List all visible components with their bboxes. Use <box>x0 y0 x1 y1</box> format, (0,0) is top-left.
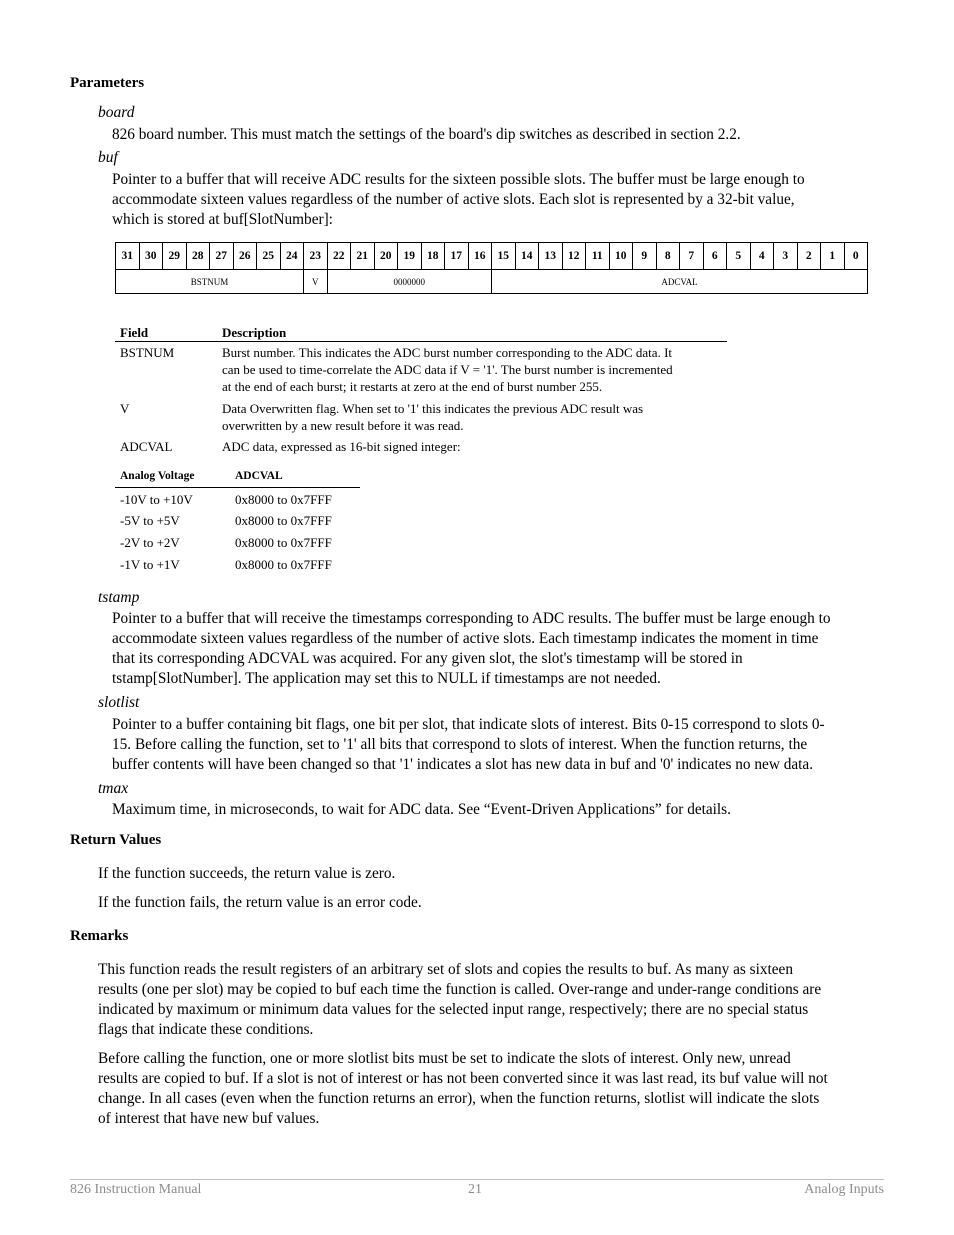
param-buf-line: accommodate sixteen values regardless of the number of active slots. Each slot is represented by a 32-bit value, <box>112 191 795 208</box>
description-header: Description <box>222 325 287 340</box>
bit-number-cell: 13 <box>539 243 563 270</box>
bit-number-row <box>116 243 868 270</box>
bit-field-cell: ADCVAL <box>492 270 868 294</box>
bit-number-cell: 8 <box>656 243 680 270</box>
param-slotlist-name: slotlist <box>98 694 140 711</box>
field-desc-line: overwritten by a new result before it was read. <box>222 418 464 433</box>
bit-number-cell: 28 <box>186 243 210 270</box>
bit-number-cell: 16 <box>468 243 492 270</box>
field-desc-v <box>222 400 643 434</box>
field-name-adcval: ADCVAL <box>120 439 173 454</box>
field-desc-bstnum <box>222 344 673 395</box>
param-tmax-desc: Maximum time, in microseconds, to wait for ADC data. See “Event-Driven Applications” for details. <box>112 801 731 818</box>
footer-page-number: 21 <box>468 1182 482 1197</box>
bit-number-cell: 5 <box>727 243 751 270</box>
voltage-table-rule <box>115 487 360 488</box>
remarks-paragraph-2 <box>98 1049 828 1129</box>
voltage-header: Analog Voltage <box>120 470 195 482</box>
param-slotlist-line: 15. Before calling the function, set to '1' all bits that correspond to slots of interest. When the function returns, the <box>112 736 808 753</box>
bit-number-cell: 30 <box>139 243 163 270</box>
bit-number-cell: 0 <box>844 243 868 270</box>
field-name-v: V <box>120 401 130 416</box>
field-desc-line: Data Overwritten flag. When set to '1' this indicates the previous ADC result was <box>222 401 644 416</box>
bit-number-cell: 6 <box>703 243 727 270</box>
param-buf-name: buf <box>98 149 118 166</box>
voltage-cell: -2V to +2V <box>120 535 180 550</box>
bit-number-cell: 15 <box>492 243 516 270</box>
param-tmax-name: tmax <box>98 780 129 797</box>
remarks-line: flags that indicate these conditions. <box>98 1021 314 1038</box>
bit-number-cell: 7 <box>680 243 704 270</box>
bit-number-cell: 27 <box>210 243 234 270</box>
remarks-line: results are copied to buf. If a slot is not of interest or has not been converted since it was last read, its buf value will not <box>98 1070 828 1087</box>
param-tstamp-desc <box>112 609 831 689</box>
remarks-heading: Remarks <box>70 928 129 944</box>
remarks-paragraph-1 <box>98 960 821 1040</box>
param-tstamp-line: that its corresponding ADCVAL was acquired. For any given slot, the slot's timestamp will be stored in <box>112 650 743 667</box>
bit-number-cell: 31 <box>116 243 140 270</box>
field-desc-line: can be used to time-correlate the ADC data if V = '1'. The burst number is incremented <box>222 362 673 377</box>
field-desc-line: Burst number. This indicates the ADC burst number corresponding to the ADC data. It <box>222 345 673 360</box>
param-board-desc: 826 board number. This must match the settings of the board's dip switches as described in section 2.2. <box>112 126 741 143</box>
bit-number-cell: 9 <box>633 243 657 270</box>
bit-number-cell: 25 <box>257 243 281 270</box>
bit-number-cell: 17 <box>445 243 469 270</box>
param-tstamp-line: accommodate sixteen values regardless of the number of active slots. Each timestamp indicates the moment in time <box>112 630 819 647</box>
bit-number-cell: 14 <box>515 243 539 270</box>
field-desc-adcval: ADC data, expressed as 16-bit signed integer: <box>222 439 461 454</box>
bit-number-cell: 1 <box>821 243 845 270</box>
bit-field-cell: V <box>304 270 328 294</box>
param-buf-desc <box>112 170 805 230</box>
bit-number-cell: 2 <box>797 243 821 270</box>
adcval-cell: 0x8000 to 0x7FFF <box>235 492 332 507</box>
remarks-line: change. In all cases (even when the function returns an error), when the function returns, slotlist will indicate the slots <box>98 1090 820 1107</box>
bit-number-cell: 21 <box>351 243 375 270</box>
footer-rule <box>70 1179 884 1180</box>
bit-number-cell: 11 <box>586 243 610 270</box>
bit-number-cell: 19 <box>398 243 422 270</box>
param-slotlist-line: Pointer to a buffer containing bit flags, one bit per slot, that indicate slots of interest. Bits 0-15 correspond to slots 0- <box>112 716 825 733</box>
adcval-cell: 0x8000 to 0x7FFF <box>235 513 332 528</box>
adcval-cell: 0x8000 to 0x7FFF <box>235 535 332 550</box>
param-slotlist-desc <box>112 715 825 775</box>
bit-number-cell: 12 <box>562 243 586 270</box>
bit-number-cell: 24 <box>280 243 304 270</box>
field-header: Field <box>120 325 149 340</box>
bit-number-cell: 3 <box>774 243 798 270</box>
param-tstamp-line: Pointer to a buffer that will receive the timestamps corresponding to ADC results. The buffer must be large enough to <box>112 610 831 627</box>
adcval-header: ADCVAL <box>235 470 283 482</box>
field-name-bstnum: BSTNUM <box>120 345 175 360</box>
param-buf-line: Pointer to a buffer that will receive ADC results for the sixteen possible slots. The buffer must be large enough to <box>112 171 805 188</box>
voltage-cell: -5V to +5V <box>120 513 180 528</box>
bit-field-cell: 0000000 <box>327 270 492 294</box>
return-value-failure: If the function fails, the return value is an error code. <box>98 894 422 911</box>
field-table-rule <box>115 341 727 342</box>
bit-number-cell: 26 <box>233 243 257 270</box>
bit-number-cell: 20 <box>374 243 398 270</box>
parameters-heading: Parameters <box>70 75 145 91</box>
voltage-cell: -1V to +1V <box>120 557 180 572</box>
return-value-success: If the function succeeds, the return value is zero. <box>98 865 396 882</box>
bit-number-cell: 18 <box>421 243 445 270</box>
bit-number-cell: 22 <box>327 243 351 270</box>
bit-field-row <box>116 270 868 294</box>
remarks-line: indicated by maximum or minimum data values for the selected input range, respectively; there are no special status <box>98 1001 809 1018</box>
param-slotlist-line: buffer contents will have been changed so that '1' indicates a slot has new data in buf and '0' indicates no new data. <box>112 756 814 773</box>
param-tstamp-name: tstamp <box>98 589 140 606</box>
bit-number-cell: 4 <box>750 243 774 270</box>
bit-layout-table <box>115 242 868 294</box>
return-values-heading: Return Values <box>70 832 162 848</box>
remarks-line: results (one per slot) may be copied to buf each time the function is called. Over-range and under-range conditions are <box>98 981 822 998</box>
bit-number-cell: 29 <box>163 243 187 270</box>
bit-field-cell: BSTNUM <box>116 270 304 294</box>
param-tstamp-line: tstamp[SlotNumber]. The application may set this to NULL if timestamps are not needed. <box>112 670 661 687</box>
adcval-cell: 0x8000 to 0x7FFF <box>235 557 332 572</box>
remarks-line: Before calling the function, one or more slotlist bits must be set to indicate the slots of interest. Only new, unread <box>98 1050 791 1067</box>
field-desc-line: at the end of each burst; it restarts at zero at the end of burst number 255. <box>222 379 603 394</box>
footer-manual-title: 826 Instruction Manual <box>70 1182 202 1197</box>
footer-section-name: Analog Inputs <box>804 1182 884 1197</box>
remarks-line: This function reads the result registers of an arbitrary set of slots and copies the results to buf. As many as sixteen <box>98 961 793 978</box>
bit-number-cell: 10 <box>609 243 633 270</box>
param-buf-line: which is stored at buf[SlotNumber]: <box>112 211 333 228</box>
voltage-cell: -10V to +10V <box>120 492 193 507</box>
remarks-line: of interest that have new buf values. <box>98 1110 320 1127</box>
param-board-name: board <box>98 104 135 121</box>
bit-number-cell: 23 <box>304 243 328 270</box>
